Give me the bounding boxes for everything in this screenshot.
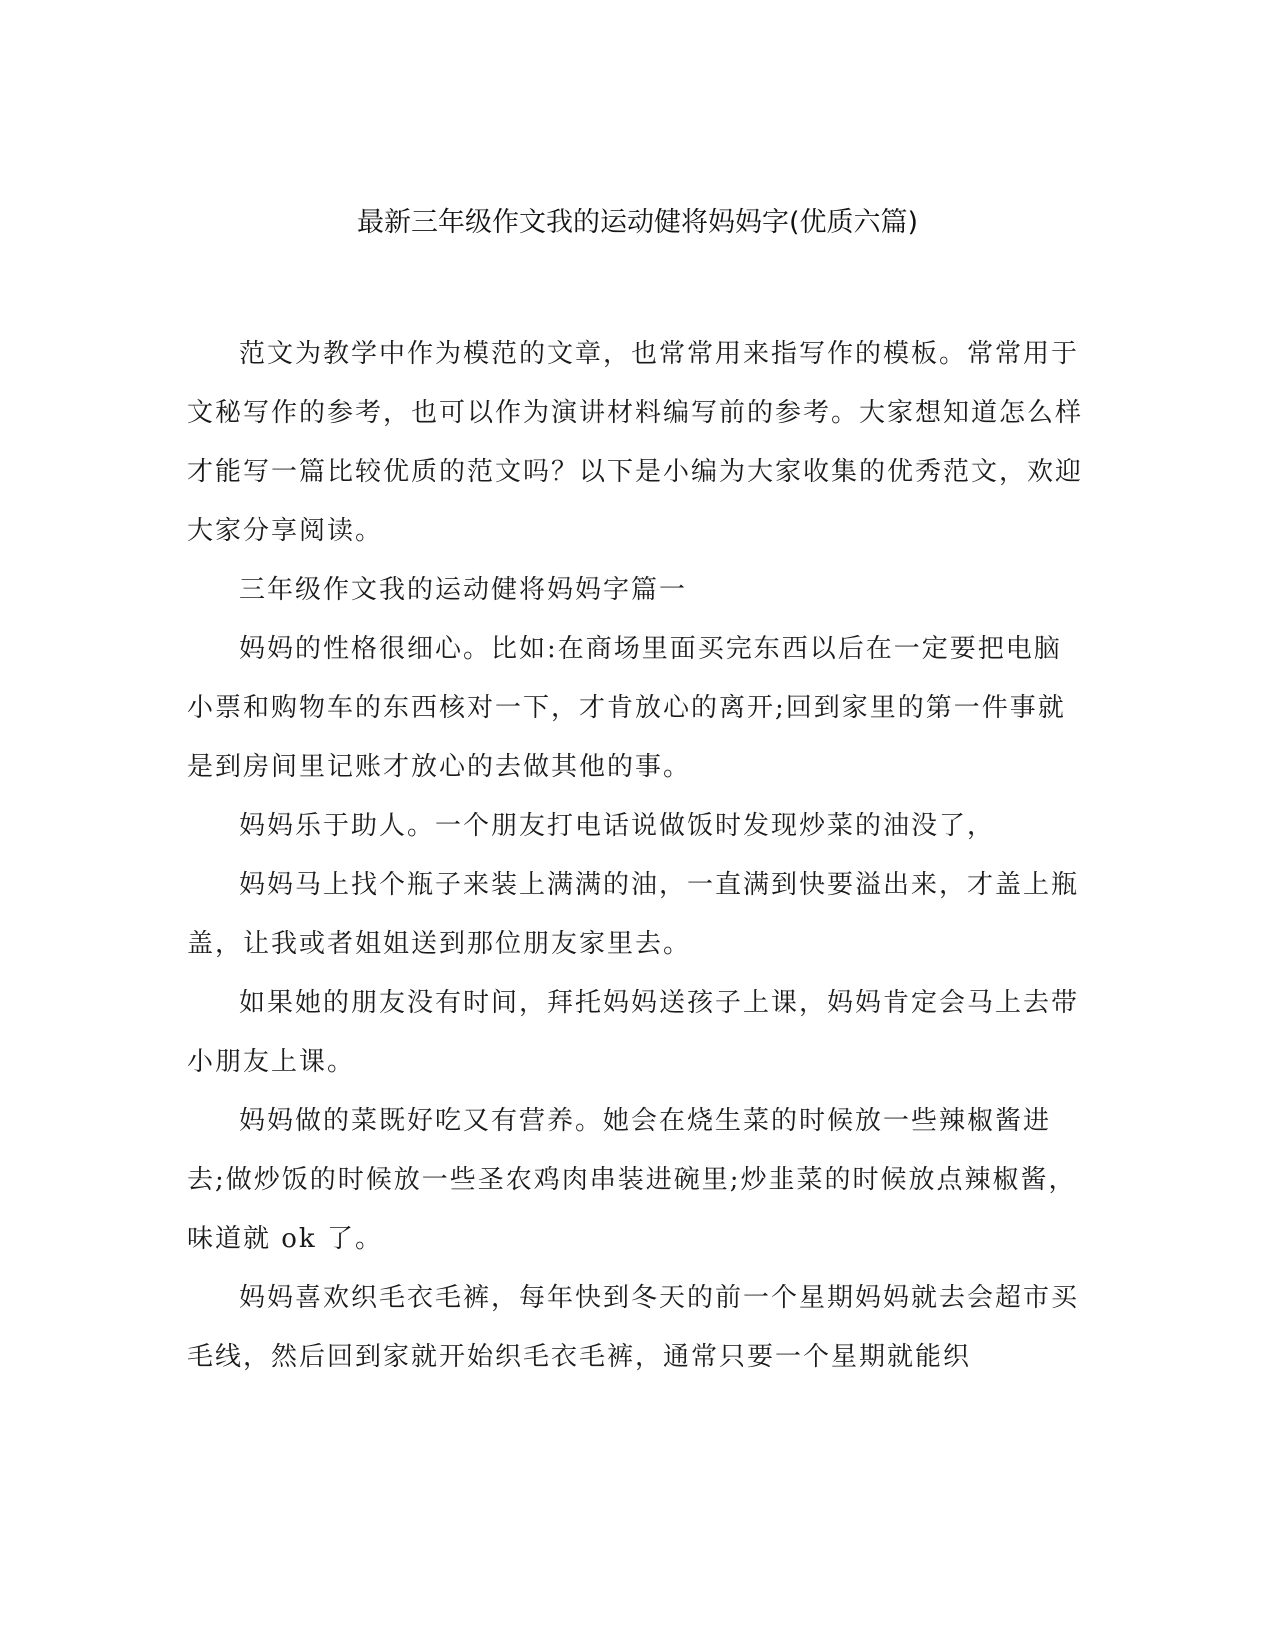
paragraph: 如果她的朋友没有时间，拜托妈妈送孩子上课，妈妈肯定会马上去带小朋友上课。 <box>187 988 1080 1077</box>
paragraph: 妈妈马上找个瓶子来装上满满的油，一直满到快要溢出来，才盖上瓶盖，让我或者姐姐送到那位朋友家里去。 <box>187 870 1080 959</box>
paragraph: 妈妈喜欢织毛衣毛裤，每年快到冬天的前一个星期妈妈就去会超市买毛线，然后回到家就开始织毛衣毛裤，通常只要一个星期就能织 <box>187 1283 1080 1372</box>
paragraph-intro: 范文为教学中作为模范的文章，也常常用来指写作的模板。常常用于文秘写作的参考，也可以作为演讲材料编写前的参考。大家想知道怎么样才能写一篇比较优质的范文吗？以下是小编为大家收集的优秀范文，欢迎大家分享阅读。 <box>187 339 1084 546</box>
document-title: 最新三年级作文我的运动健将妈妈字(优质六篇) <box>356 207 919 238</box>
document-body <box>187 325 1087 1387</box>
paragraph: 妈妈的性格很细心。比如:在商场里面买完东西以后在一定要把电脑小票和购物车的东西核对一下，才肯放心的离开;回到家里的第一件事就是到房间里记账才放心的去做其他的事。 <box>187 634 1066 782</box>
paragraph: 妈妈乐于助人。一个朋友打电话说做饭时发现炒菜的油没了， <box>239 811 996 841</box>
paragraph: 妈妈做的菜既好吃又有营养。她会在烧生菜的时候放一些辣椒酱进去;做炒饭的时候放一些圣农鸡肉串装进碗里;炒韭菜的时候放点辣椒酱，味道就 ok 了。 <box>187 1106 1077 1254</box>
section-heading: 三年级作文我的运动健将妈妈字篇一 <box>239 575 688 605</box>
